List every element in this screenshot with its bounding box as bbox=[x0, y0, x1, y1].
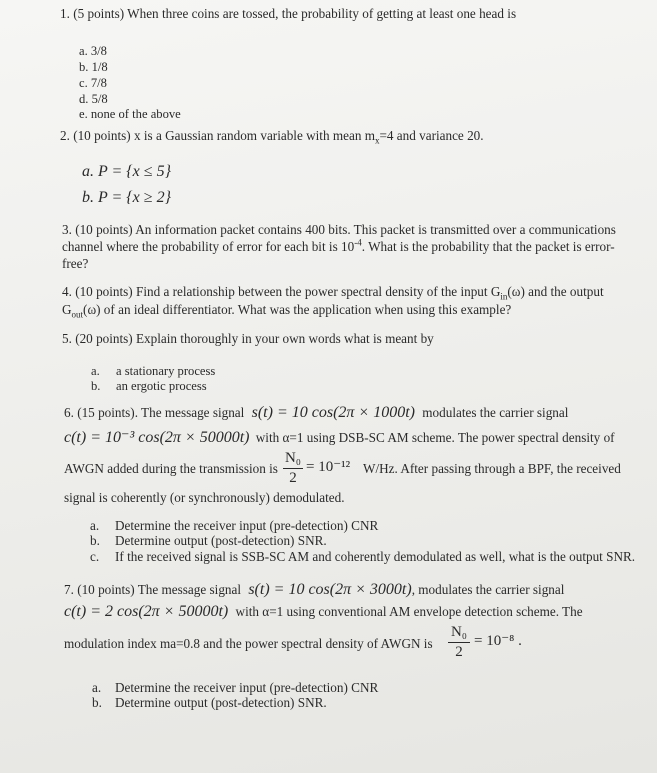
q1-option-d: d. 5/8 bbox=[79, 92, 108, 106]
q5-stem: 5. (20 points) Explain thoroughly in your own words what is meant by bbox=[62, 331, 434, 346]
q7-line1: 7. (10 points) The message signal s(t) = 10 cos(2π × 3000t), modulates the carrier signal bbox=[64, 581, 565, 598]
q7-noise-value: = 10⁻⁸ . bbox=[474, 633, 522, 649]
q6-item-a-letter: a. bbox=[90, 518, 100, 533]
q6-carrier-signal: c(t) = 10⁻³ cos(2π × 50000t) bbox=[64, 429, 250, 446]
q1-option-e: e. none of the above bbox=[79, 107, 181, 121]
q3-line1: 3. (10 points) An information packet contains 400 bits. This packet is transmitted over a communications bbox=[62, 222, 616, 237]
q5-b-text: an ergotic process bbox=[116, 379, 207, 393]
q6-item-b-letter: b. bbox=[90, 533, 100, 548]
q6-noise-value: = 10⁻¹² bbox=[306, 459, 351, 475]
q4-line2: $G_{out}(\omega)$ of an ideal differentiator. What was the application when using this example? bbox=[62, 302, 512, 320]
q6-line3-post: W/Hz. After passing through a BPF, the received bbox=[363, 461, 621, 476]
q6-line3-pre: AWGN added during the transmission is bbox=[64, 461, 278, 476]
q7-message-signal: s(t) = 10 cos(2π × 3000t) bbox=[248, 581, 412, 598]
q1-option-b: b. 1/8 bbox=[79, 60, 108, 74]
q6-item-c-letter: c. bbox=[90, 549, 100, 564]
q7-line3-pre: modulation index ma=0.8 and the power spectral density of AWGN is bbox=[64, 636, 433, 651]
q5-a-letter: a. bbox=[91, 364, 100, 378]
q6-item-c-text: If the received signal is SSB-SC AM and coherently demodulated as well, what is the output SNR. bbox=[115, 549, 636, 564]
q5-a-text: a stationary process bbox=[116, 364, 216, 378]
q6-message-signal: s(t) = 10 cos(2π × 1000t) bbox=[251, 404, 415, 421]
q6-item-b-text: Determine output (post-detection) SNR. bbox=[115, 533, 327, 548]
q6-item-a-text: Determine the receiver input (pre-detection) CNR bbox=[115, 518, 379, 533]
q6-noise-fraction: N₀ 2 bbox=[284, 450, 302, 486]
q6-line1: 6. (15 points). The message signal s(t) = 10 cos(2π × 1000t) modulates the carrier signal bbox=[64, 404, 569, 421]
q3-line3: free? bbox=[62, 256, 89, 271]
q4-line1: 4. (10 points) Find a relationship between the power spectral density of the input $G_{in}(\omega)$ and the output bbox=[62, 284, 604, 302]
q7-carrier-signal: c(t) = 2 cos(2π × 50000t) bbox=[64, 603, 229, 620]
q7-line2: c(t) = 2 cos(2π × 50000t) with α=1 using conventional AM envelope detection scheme. The bbox=[64, 603, 583, 620]
q5-b-letter: b. bbox=[91, 379, 101, 393]
q6-line4: signal is coherently (or synchronously) demodulated. bbox=[64, 490, 345, 505]
q7-noise-fraction: N₀ 2 bbox=[448, 624, 470, 661]
q7-item-a-letter: a. bbox=[92, 680, 102, 695]
q7-item-a-text: Determine the receiver input (pre-detection) CNR bbox=[115, 680, 379, 695]
q7-item-b-text: Determine output (post-detection) SNR. bbox=[115, 695, 327, 710]
q1-stem: 1. (5 points) When three coins are tossed, the probability of getting at least one head is bbox=[60, 6, 517, 21]
q1-option-a: a. 3/8 bbox=[79, 44, 107, 58]
q6-line2: c(t) = 10⁻³ cos(2π × 50000t) with α=1 using DSB-SC AM scheme. The power spectral density of bbox=[64, 429, 615, 446]
q7-item-b-letter: b. bbox=[92, 695, 102, 710]
q2-part-b: b. P = {x ≥ 2} bbox=[82, 189, 171, 206]
q3-line2: channel where the probability of error for each bit is $10^{-4}$. What is the probability that the packet is error- bbox=[62, 237, 615, 254]
q2-part-a: a. P = {x ≤ 5} bbox=[82, 163, 171, 180]
q1-option-c: c. 7/8 bbox=[79, 76, 107, 90]
q2-stem: 2. (10 points) x is a Gaussian random variable with mean $m_x=4$ and variance 20. bbox=[60, 128, 484, 146]
